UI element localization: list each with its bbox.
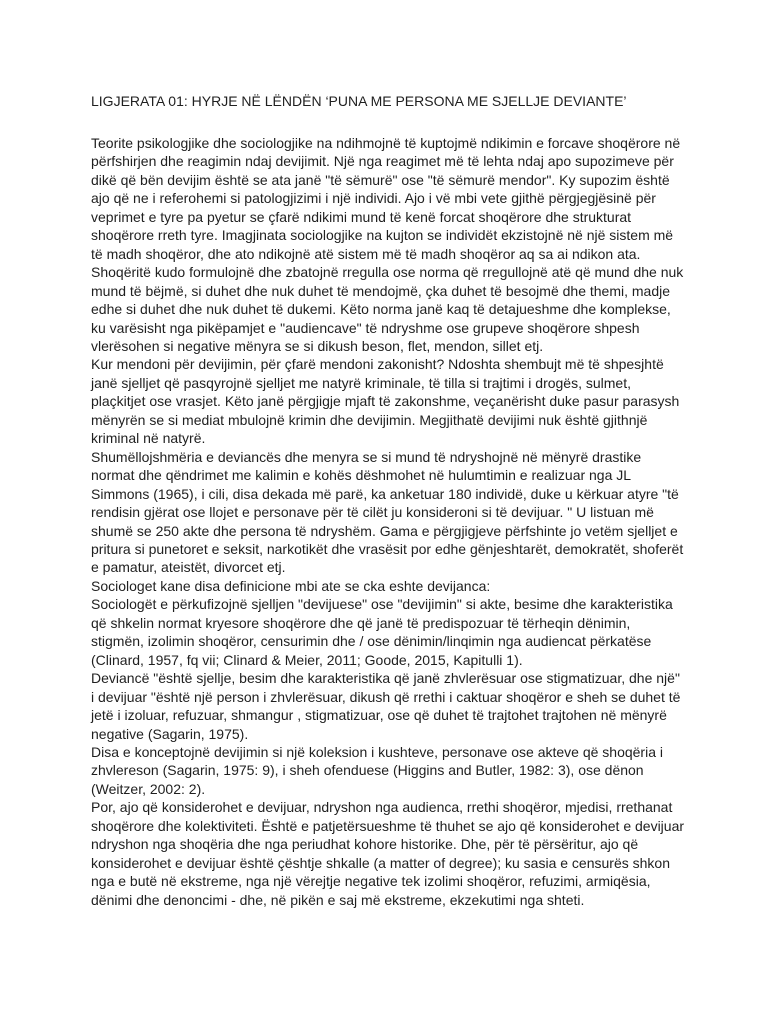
document-body bbox=[91, 134, 691, 909]
body-line: dikë që bën devijim është se ata janë "të sëmurë" ose "të sëmurë mendor". Ky supozim është bbox=[91, 171, 670, 188]
body-line: stigmën, izolimin shoqëror, censurimin dhe / ose dënimin/linqimin nga audiencat përkatëse bbox=[91, 633, 652, 650]
body-line: Simmons (1965), i cili, disa dekada më parë, ka anketuar 180 individë, duke u kërkuar atyre "të bbox=[91, 485, 679, 502]
body-line: pritura si punetoret e seksit, narkotikët dhe vrasësit por edhe gënjeshtarët, demokratët, shoferët bbox=[91, 540, 684, 557]
body-line: ku varësisht nga pikëpamjet e "audiencave" të ndryshme ose grupeve shoqërore shpesh bbox=[91, 319, 640, 336]
body-line: ajo që ne i referohemi si patologjizimi i një individi. Ajo i vë mbi vete gjithë përgjegjësinë për bbox=[91, 190, 656, 207]
body-line: veprimet e tyre pa pyetur se çfarë ndikimi mund të kenë forcat shoqërore dhe strukturat bbox=[91, 208, 632, 225]
body-line: rendisin gjërat ose llojet e personave për të cilët ju konsideroni si të devijuar. " U listuan më bbox=[91, 504, 654, 521]
body-line: janë sjelljet që pasqyrojnë sjelljet me natyrë kriminale, të tilla si trajtimi i drogës, sulmet, bbox=[91, 374, 631, 391]
body-line: mund të bëjmë, si duhet dhe nuk duhet të mendojmë, çka duhet të besojmë dhe themi, madje bbox=[91, 282, 671, 299]
body-line: Deviancë "është sjellje, besim dhe karakteristika që janë zhvlerësuar ose stigmatizuar, dhe një" bbox=[91, 670, 680, 687]
body-line: Shoqëritë kudo formulojnë dhe zbatojnë rregulla ose norma që rregullojnë atë që mund dhe nuk bbox=[91, 264, 684, 281]
body-line: shoqërore dhe kolektiviteti. Është e patjetërsueshme të thuhet se ajo që konsiderohet e devijuar bbox=[91, 817, 685, 834]
body-line: jetë i izoluar, refuzuar, shmangur , stigmatizuar, ose që duhet të trajtohet trajtohen në mënyrë bbox=[91, 707, 667, 724]
body-line: (Weitzer, 2002: 2). bbox=[91, 780, 206, 797]
body-line: që shkelin normat kryesore shoqërore dhe që janë të predispozuar të tërheqin dënimin, bbox=[91, 614, 631, 631]
body-line: shoqërore rreth tyre. Imagjinata sociologjike na kujton se individët ekzistojnë në një sistem më bbox=[91, 227, 674, 244]
body-line: ndryshon nga shoqëria dhe nga periudhat kohore historike. Dhe, për të përsëritur, ajo që bbox=[91, 836, 639, 853]
body-line: Shumëllojshmëria e deviancës dhe menyra se si mund të ndryshojnë në mënyrë drastike bbox=[91, 448, 642, 465]
body-line: zhvlereson (Sagarin, 1975: 9), i sheh ofenduese (Higgins and Butler, 1982: 3), ose dënon bbox=[91, 762, 644, 779]
body-line: Disa e konceptojnë devijimin si një koleksion i kushteve, personave ose akteve që shoqëria i bbox=[91, 743, 663, 760]
body-line: Sociologet kane disa definicione mbi ate se cka eshte devijanca: bbox=[91, 577, 491, 594]
body-line: e pamatur, ateistët, divorcet etj. bbox=[91, 559, 286, 576]
body-line: i devijuar "është një person i zhvlerësuar, dikush që rrethi i caktuar shoqëror e sheh se duhet të bbox=[91, 688, 681, 705]
body-line: edhe si duhet dhe nuk duhet të dukemi. Këto norma janë kaq të detajueshme dhe komplekse, bbox=[91, 301, 671, 318]
body-line: Sociologët e përkufizojnë sjelljen "devijuese" ose "devijimin" si akte, besime dhe karakteristika bbox=[91, 596, 673, 613]
body-line: mënyrën se si mediat mbulojnë krimin dhe devijimin. Megjithatë devijimi nuk është gjithnjë bbox=[91, 411, 648, 428]
document-title: LIGJERATA 01: HYRJE NË LËNDËN ‘PUNA ME PERSONA ME SJELLJE DEVIANTE’ bbox=[91, 93, 627, 109]
body-line: plaçkitjet ose vrasjet. Këto janë përgjigje mjaft të zakonshme, veçanërisht duke pasur parasysh bbox=[91, 393, 680, 410]
body-line: nga e butë në ekstreme, nga një vërejtje negative tek izolimi shoqëror, refuzimi, armiqësia, bbox=[91, 873, 651, 890]
body-line: kriminal në natyrë. bbox=[91, 430, 206, 447]
body-line: vlerësohen si negative mënyra se si dikush beson, flet, mendon, sillet etj. bbox=[91, 337, 544, 354]
body-line: përfshirjen dhe reagimin ndaj devijimit. Një nga reagimet më të lehta ndaj apo supozimeve për bbox=[91, 153, 674, 170]
body-line: (Clinard, 1957, fq vii; Clinard & Meier, 2011; Goode, 2015, Kapitulli 1). bbox=[91, 651, 523, 668]
body-line: konsiderohet e devijuar është çështje shkalle (a matter of degree); ku sasia e censurës shkon bbox=[91, 854, 670, 871]
body-line: Por, ajo që konsiderohet e devijuar, ndryshon nga audienca, rrethi shoqëror, mjedisi, rrethanat bbox=[91, 799, 673, 816]
body-line: Teorite psikologjike dhe sociologjike na ndihmojnë të kuptojmë ndikimin e forcave shoqërore në bbox=[91, 135, 681, 151]
body-line: normat dhe qëndrimet me kalimin e kohës dëshmohet në hulumtimin e realizuar nga JL bbox=[91, 467, 632, 484]
body-line: Kur mendoni për devijimin, për çfarë mendoni zakonisht? Ndoshta shembujt më të shpesjhtë bbox=[91, 356, 664, 373]
body-line: të madh shoqëror, dhe ato ndikojnë atë sistem më të madh shoqëror aq sa ai ndikon ata. bbox=[91, 245, 641, 262]
body-line: dënimi dhe denoncimi - dhe, në pikën e saj më ekstreme, ekzekutimi nga shteti. bbox=[91, 891, 585, 908]
body-line: negative (Sagarin, 1975). bbox=[91, 725, 249, 742]
body-line: shumë se 250 akte dhe persona të ndryshëm. Gama e përgjigjeve përfshinte jo vetëm sjelljet e bbox=[91, 522, 678, 539]
